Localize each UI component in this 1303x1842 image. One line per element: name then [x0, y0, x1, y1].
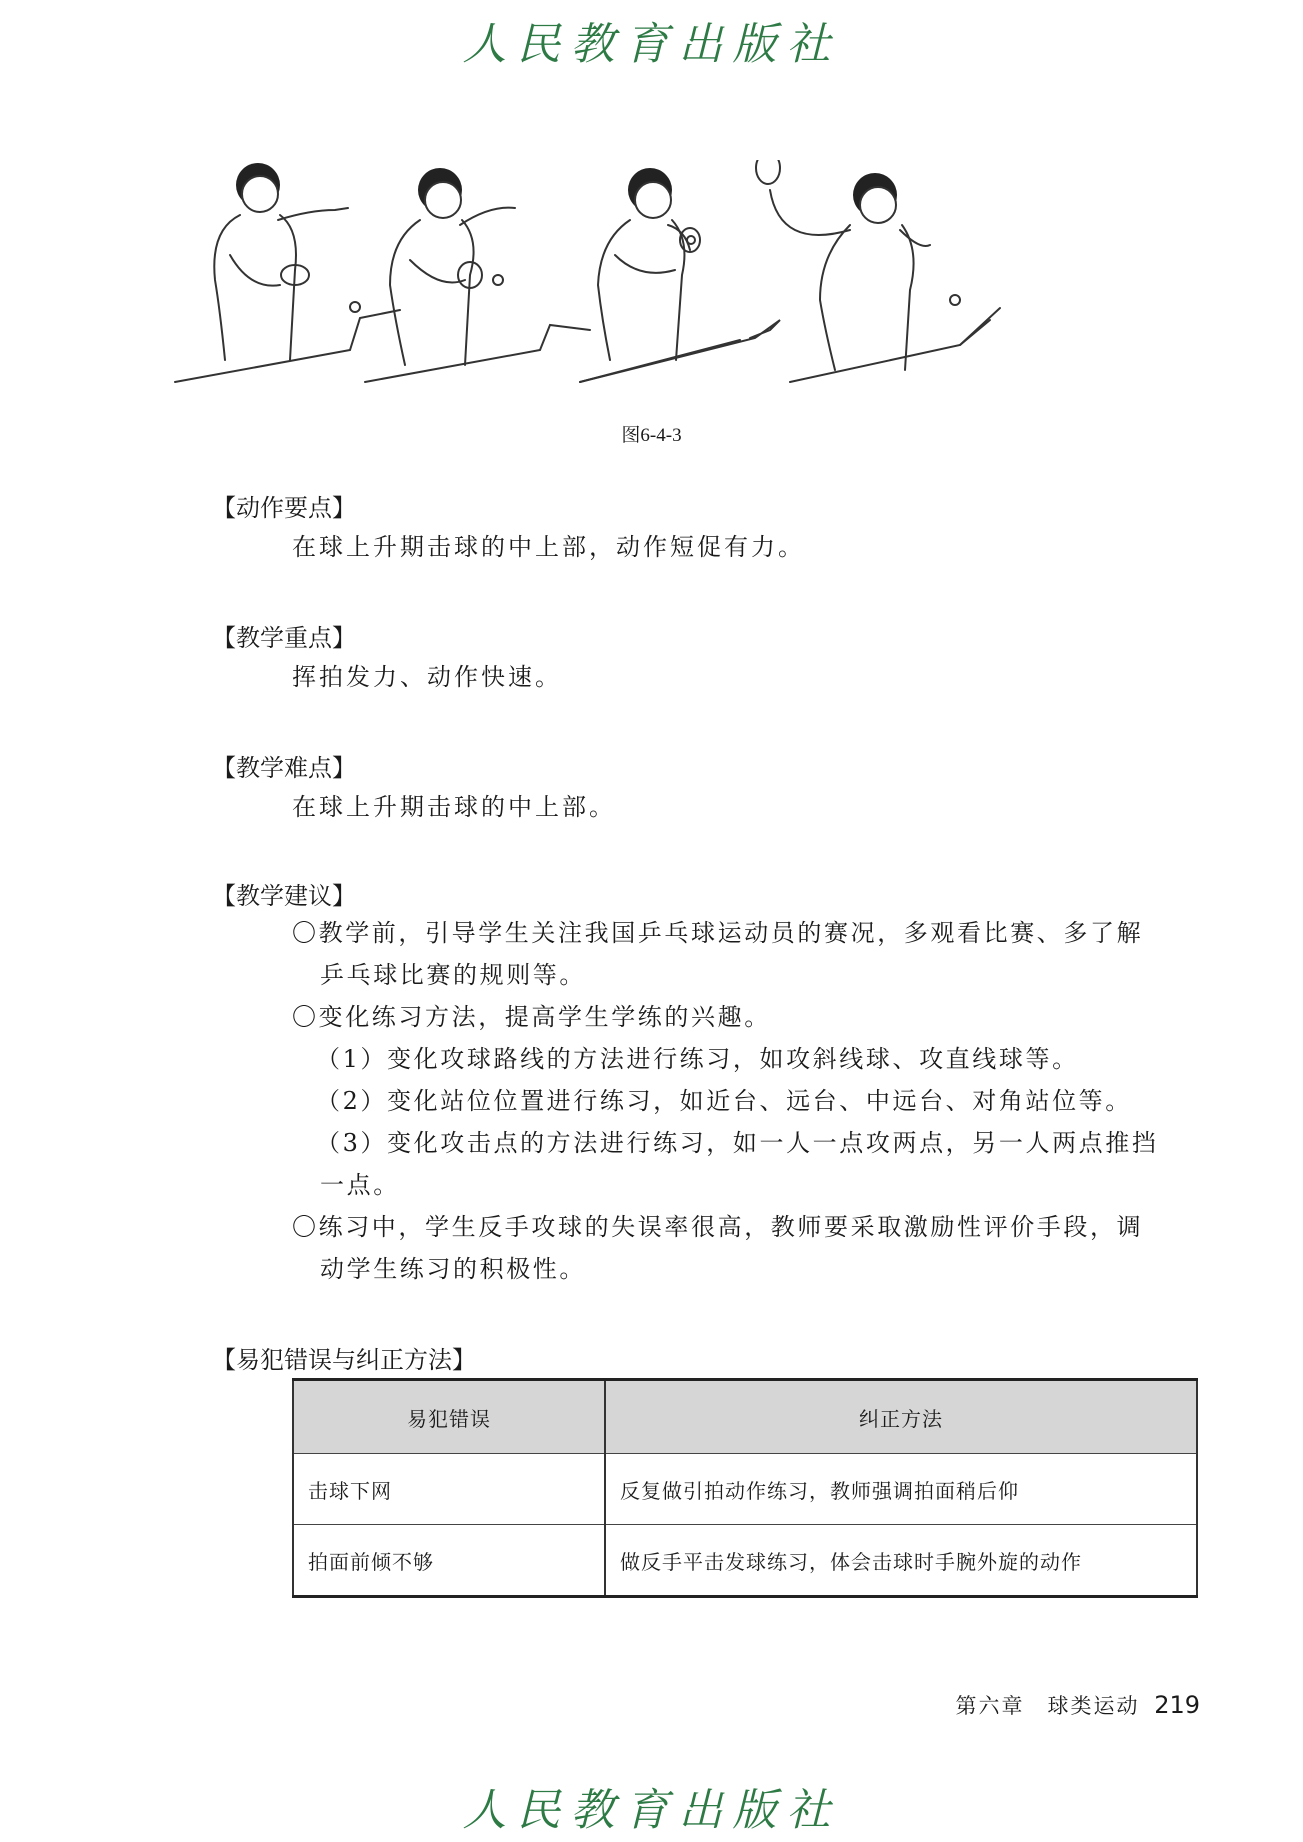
page-footer	[956, 1690, 1201, 1720]
heading-errors: 【易犯错误与纠正方法】	[212, 1346, 476, 1374]
key-points-text: 在球上升期击球的中上部，动作短促有力。	[292, 533, 805, 561]
suggestion-item-1-cont: 乒乓球比赛的规则等。	[320, 961, 586, 989]
error-cell: 拍面前倾不够	[293, 1525, 605, 1597]
suggestions-list	[292, 912, 1198, 1290]
suggestion-item-2: 〇变化练习方法，提高学生学练的兴趣。	[292, 1003, 771, 1031]
table-row	[293, 1454, 1197, 1525]
error-cell: 击球下网	[293, 1454, 605, 1525]
heading-teaching-difficulty: 【教学难点】	[212, 754, 356, 782]
figure-frame-1	[175, 163, 400, 382]
page-number: 219	[1154, 1691, 1200, 1719]
col-header-error: 易犯错误	[293, 1380, 605, 1454]
publisher-logo-top: 人民教育出版社	[462, 19, 841, 70]
heading-teaching-focus: 【教学重点】	[212, 624, 356, 652]
figure-caption: 图6-4-3	[621, 425, 682, 446]
suggestion-item-3-cont: 动学生练习的积极性。	[320, 1255, 586, 1283]
figure-frame-4	[756, 160, 1000, 382]
suggestion-sub-2: （2）变化站位位置进行练习，如近台、远台、中远台、对角站位等。	[316, 1087, 1132, 1115]
figure-frame-3	[580, 168, 780, 382]
figure-table-tennis-sequence	[170, 160, 1160, 400]
table-row	[293, 1525, 1197, 1597]
fix-cell: 反复做引拍动作练习，教师强调拍面稍后仰	[605, 1454, 1197, 1525]
errors-table	[292, 1378, 1198, 1598]
suggestion-sub-1: （1）变化攻球路线的方法进行练习，如攻斜线球、攻直线球等。	[316, 1045, 1079, 1073]
suggestion-item-3: 〇练习中，学生反手攻球的失误率很高，教师要采取激励性评价手段，调	[292, 1213, 1144, 1241]
figure-frame-2	[365, 168, 590, 382]
heading-key-points: 【动作要点】	[212, 494, 356, 522]
heading-suggestions: 【教学建议】	[212, 882, 356, 910]
chapter-label: 第六章 球类运动	[955, 1694, 1140, 1718]
suggestion-sub-3-cont: 一点。	[320, 1171, 400, 1199]
suggestion-sub-3: （3）变化攻击点的方法进行练习，如一人一点攻两点，另一人两点推挡	[316, 1129, 1159, 1157]
fix-cell: 做反手平击发球练习，体会击球时手腕外旋的动作	[605, 1525, 1197, 1597]
col-header-fix: 纠正方法	[605, 1380, 1197, 1454]
suggestion-item-1: 〇教学前，引导学生关注我国乒乓球运动员的赛况，多观看比赛、多了解	[292, 919, 1144, 947]
table-header-row	[293, 1380, 1197, 1454]
publisher-logo-bottom: 人民教育出版社	[462, 1785, 841, 1836]
teaching-difficulty-text: 在球上升期击球的中上部。	[292, 793, 616, 821]
teaching-focus-text: 挥拍发力、动作快速。	[292, 663, 562, 691]
